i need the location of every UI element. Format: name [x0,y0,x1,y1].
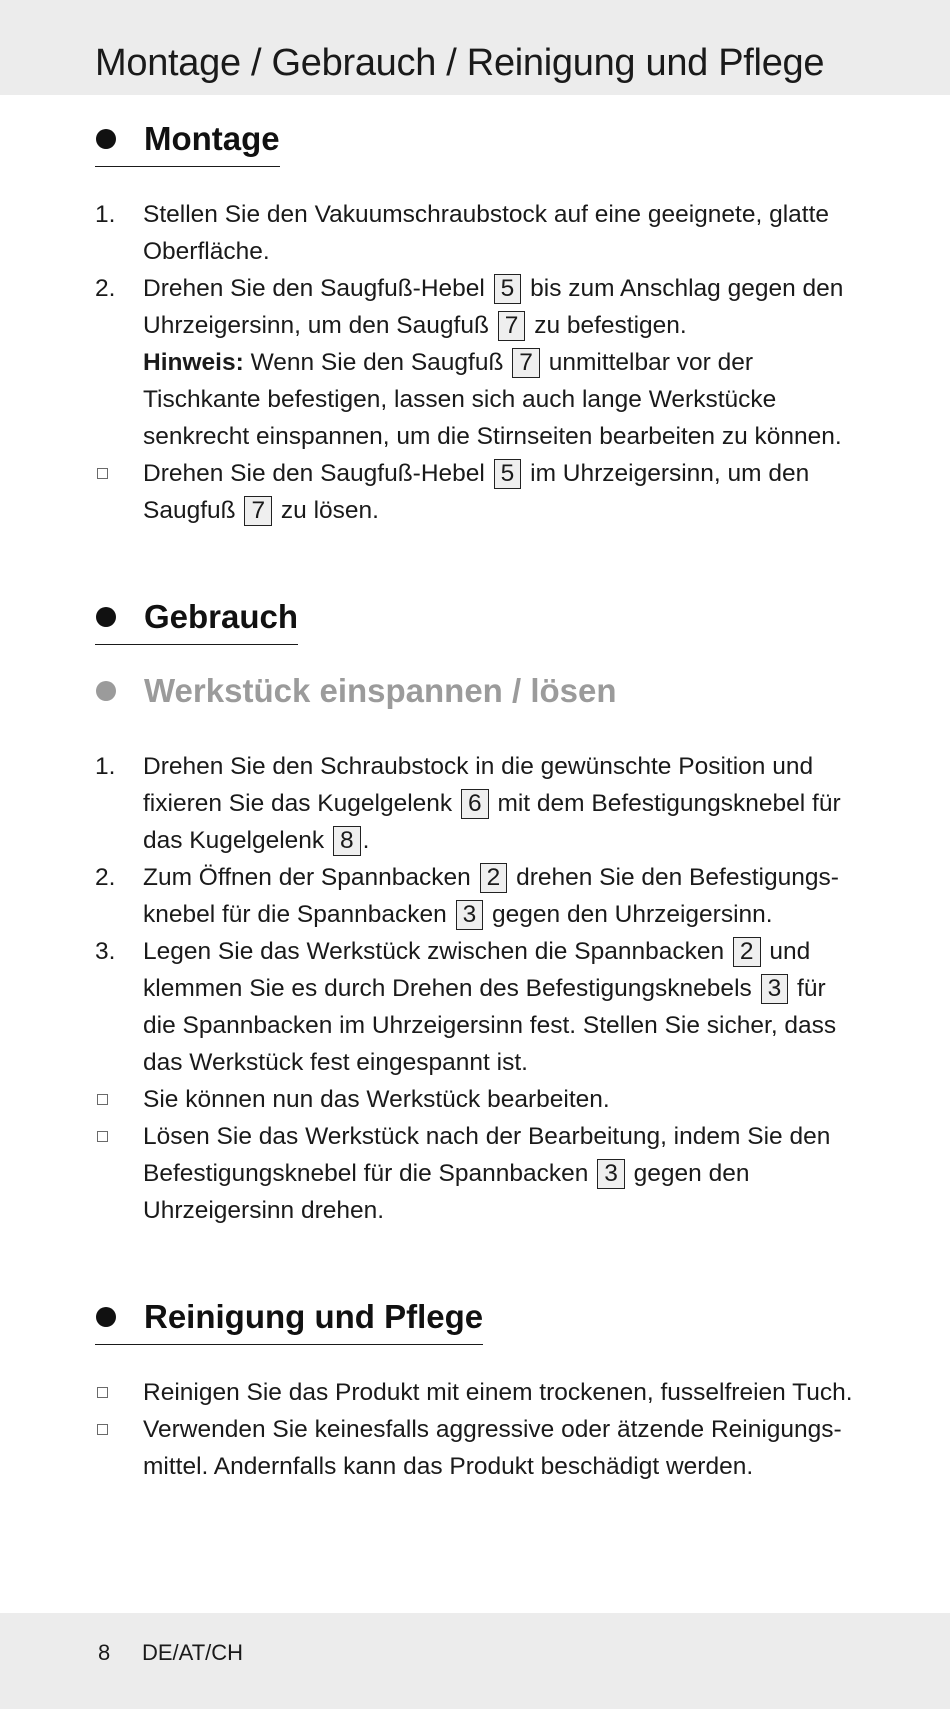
item-text: und klemmen Sie es durch Drehen des Befestigungsknebels [143,938,811,1002]
pflege-list [95,1374,865,1485]
item-text: . [362,827,370,854]
language-code: DE/AT/CH [142,1640,244,1665]
item-text: Zum Öffnen der Spannbacken [143,864,471,891]
item-text: zu befestigen. [534,312,687,339]
checkbox-bullet-icon [97,1387,108,1398]
item-text: Legen Sie das Werkstück zwischen die Spannbacken [143,938,725,965]
bullet-icon [96,607,116,627]
section-title: Montage [144,120,280,157]
list-item [95,196,865,270]
item-text: unmittelbar vor der Tischkante befestigen, lassen sich auch lange Werkstücke senkrecht einspannen, um die Stirnseiten bearbeiten zu können. [143,349,842,450]
item-number: 1. [95,201,116,228]
item-text: gegen den Uhrzeigersinn. [492,901,773,928]
item-number: 2. [95,275,116,302]
item-text: Drehen Sie den Saugfuß-Hebel [143,460,485,487]
item-number: 1. [95,753,116,780]
list-item [95,1411,865,1485]
item-text: zu lösen. [280,497,379,524]
section-title: Reinigung und Pflege [144,1298,484,1335]
list-item [95,748,865,859]
subsection-heading [95,664,617,718]
list-item [95,1374,865,1411]
part-reference: 7 [512,348,540,378]
item-text: für die Spannbacken im Uhrzeigersinn fest. Stellen Sie sicher, dass das Werkstück fest eingespannt ist. [143,975,837,1076]
note-label: Hinweis: [143,349,244,376]
part-reference: 7 [244,496,272,526]
item-number: 3. [95,938,116,965]
item-text: Sie können nun das Werkstück bearbeiten. [143,1086,610,1113]
checkbox-bullet-icon [97,468,108,479]
page-title: Montage / Gebrauch / Reinigung und Pflege [95,42,825,84]
list-item [95,859,865,933]
section-title: Gebrauch [144,598,299,635]
part-reference: 2 [733,937,761,967]
item-text: Reinigen Sie das Produkt mit einem trockenen, fusselfreien Tuch. [143,1379,853,1406]
list-item [95,1081,865,1118]
item-text: Wenn Sie den Saugfuß [250,349,504,376]
item-text: im Uhrzeigersinn, um den Saugfuß [143,460,810,524]
item-text: Drehen Sie den Schraubstock in die gewünschte Position und fixieren Sie das Kugelgelenk [143,753,814,817]
montage-list [95,196,865,529]
item-number: 2. [95,864,116,891]
item-text: mit dem Befestigungsknebel für das Kugelgelenk [143,790,841,854]
part-reference: 2 [480,863,508,893]
item-text: bis zum Anschlag gegen den Uhrzeigersinn, um den Saugfuß [143,275,844,339]
item-text: Lösen Sie das Werkstück nach der Bearbeitung, indem Sie den Befestigungsknebel für die Spannbacken [143,1123,831,1187]
gebrauch-list [95,748,865,1229]
part-reference: 6 [461,789,489,819]
section-heading-gebrauch [95,590,298,645]
part-reference: 3 [597,1159,625,1189]
checkbox-bullet-icon [97,1094,108,1105]
item-text: Stellen Sie den Vakuumschraubstock auf eine geeignete, glatte Oberfläche. [143,201,829,265]
part-reference: 7 [498,311,526,341]
list-item [95,1118,865,1229]
part-reference: 5 [494,274,522,304]
subsection-title: Werkstück einspannen / lösen [144,672,617,709]
bullet-icon [96,1307,116,1327]
section-heading-pflege [95,1290,483,1345]
part-reference: 3 [761,974,789,1004]
list-item [95,270,865,455]
section-heading-montage [95,112,280,167]
item-text: drehen Sie den Befestigungs-knebel für die Spannbacken [143,864,839,928]
checkbox-bullet-icon [97,1131,108,1142]
checkbox-bullet-icon [97,1424,108,1435]
bullet-icon [96,129,116,149]
item-text: Drehen Sie den Saugfuß-Hebel [143,275,485,302]
item-text: gegen den Uhrzeigersinn drehen. [143,1160,750,1224]
part-reference: 3 [456,900,484,930]
part-reference: 5 [494,459,522,489]
part-reference: 8 [333,826,361,856]
bullet-icon [96,681,116,701]
list-item [95,933,865,1081]
list-item [95,455,865,529]
page-number: 8 [98,1640,111,1665]
item-text: Verwenden Sie keinesfalls aggressive oder ätzende Reinigungs-mittel. Andernfalls kann das Produkt beschädigt werden. [143,1416,842,1480]
